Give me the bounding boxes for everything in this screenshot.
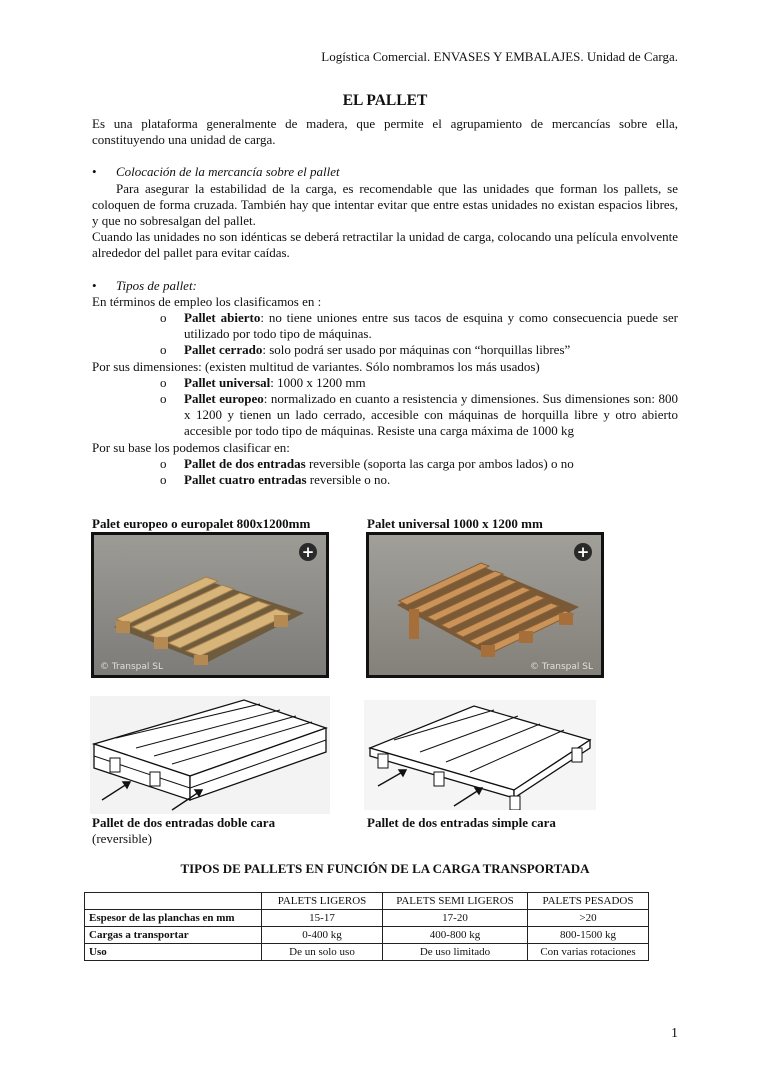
section-heading-tipos bbox=[92, 278, 678, 294]
table-cell: Con varias rotaciones bbox=[528, 944, 649, 961]
list-item bbox=[160, 456, 678, 472]
table-cell: >20 bbox=[528, 910, 649, 927]
table-cell: 15-17 bbox=[262, 910, 383, 927]
list-text: : no tiene uniones entre sus tacos de esquina y como consecuencia puede ser utilizado por todo tipo de máquinas. bbox=[184, 310, 678, 342]
watermark-text: © Transpal SL bbox=[530, 662, 593, 672]
simple-cara-pallet-drawing bbox=[364, 700, 596, 810]
list-marker: o bbox=[160, 455, 167, 471]
list-term: Pallet cerrado bbox=[184, 342, 263, 358]
caption-simple-cara: Pallet de dos entradas simple cara bbox=[367, 815, 556, 830]
list-marker: o bbox=[160, 374, 167, 390]
section-heading-colocacion bbox=[92, 164, 678, 180]
empleo-intro: En términos de empleo los clasificamos en : bbox=[92, 293, 322, 309]
universal-palet-illustration bbox=[369, 535, 601, 675]
row-label: Uso bbox=[85, 944, 262, 961]
watermark-text: © Transpal SL bbox=[100, 662, 163, 672]
list-text: reversible o no. bbox=[306, 472, 391, 488]
table-cell: 0-400 kg bbox=[262, 927, 383, 944]
table-row bbox=[85, 910, 649, 927]
bullet-icon: • bbox=[92, 164, 97, 180]
column-header: PALETS PESADOS bbox=[528, 893, 649, 910]
list-term: Pallet de dos entradas bbox=[184, 455, 306, 471]
caption-doble-cara-2: (reversible) bbox=[92, 831, 152, 846]
list-term: Pallet cuatro entradas bbox=[184, 472, 307, 488]
column-header: PALETS LIGEROS bbox=[262, 893, 383, 910]
list-marker: o bbox=[160, 342, 167, 358]
pallet-types-table bbox=[84, 892, 649, 961]
section-heading-text: Colocación de la mercancía sobre el pallet bbox=[116, 164, 340, 180]
page-number: 1 bbox=[671, 1026, 678, 1041]
table-row bbox=[85, 927, 649, 944]
colocacion-paragraph-2: Cuando las unidades no son idénticas se deberá retractilar la unidad de carga, colocando una película envolvente alrededor del pallet para evitar caídas. bbox=[92, 229, 678, 261]
caption-doble-cara: Pallet de dos entradas doble cara bbox=[92, 815, 276, 830]
row-label: Cargas a transportar bbox=[85, 927, 262, 944]
bullet-icon: • bbox=[92, 277, 97, 293]
page-title: EL PALLET bbox=[342, 92, 428, 109]
list-term: Pallet europeo bbox=[184, 391, 264, 407]
table-row bbox=[85, 944, 649, 961]
zoom-plus-icon[interactable]: + bbox=[574, 543, 592, 561]
europalet-photo[interactable] bbox=[91, 532, 329, 678]
document-body bbox=[92, 116, 678, 488]
section-heading-text: Tipos de pallet: bbox=[116, 277, 197, 293]
list-text: : solo podrá ser usado por máquinas con “horquillas libres” bbox=[262, 342, 571, 358]
list-text: : 1000 x 1200 mm bbox=[270, 374, 366, 390]
caption-europalet: Palet europeo o europalet 800x1200mm bbox=[92, 516, 311, 531]
list-text: : normalizado en cuanto a resistencia y dimensiones. Sus dimensiones son: 800 x 1200 y tienen un lado cerrado, accesible con máquinas de horquilla libre y otro abierto accesible por todo tipo de máquinas. Resiste una carga máxima de 1000 kg bbox=[184, 391, 678, 439]
list-item bbox=[160, 375, 678, 391]
list-item bbox=[160, 472, 678, 488]
list-term: Pallet universal bbox=[184, 374, 271, 390]
intro-paragraph: Es una plataforma generalmente de madera, que permite el agrupamiento de mercancías sobre ella, constituyendo una unidad de carga. bbox=[92, 116, 678, 148]
table-cell: 17-20 bbox=[383, 910, 528, 927]
list-item bbox=[160, 342, 678, 358]
doble-cara-pallet-drawing bbox=[90, 696, 330, 814]
list-item bbox=[160, 391, 678, 440]
column-header: PALETS SEMI LIGEROS bbox=[383, 893, 528, 910]
table-header-row bbox=[85, 893, 649, 910]
dimensiones-intro: Por sus dimensiones: (existen multitud de variantes. Sólo nombramos los más usados) bbox=[92, 358, 540, 374]
table-corner-cell bbox=[85, 893, 262, 910]
table-title: TIPOS DE PALLETS EN FUNCIÓN DE LA CARGA TRANSPORTADA bbox=[180, 861, 590, 876]
row-label: Espesor de las planchas en mm bbox=[85, 910, 262, 927]
colocacion-paragraph-1: Para asegurar la estabilidad de la carga, es recomendable que las unidades que forman los pallets, se coloquen de forma cruzada. También hay que intentar evitar que entre estas unidades no existan espacios libres, y que no sobresalgan del pallet. bbox=[92, 180, 678, 229]
europalet-illustration bbox=[94, 535, 326, 675]
table-cell: De uso limitado bbox=[383, 944, 528, 961]
caption-universal: Palet universal 1000 x 1200 mm bbox=[367, 516, 543, 531]
running-header: Logística Comercial. ENVASES Y EMBALAJES. Unidad de Carga. bbox=[321, 49, 678, 64]
list-text: reversible (soporta las carga por ambos lados) o no bbox=[305, 455, 574, 471]
base-intro: Por su base los podemos clasificar en: bbox=[92, 439, 290, 455]
list-term: Pallet abierto bbox=[184, 310, 261, 326]
table-cell: De un solo uso bbox=[262, 944, 383, 961]
list-marker: o bbox=[160, 472, 167, 488]
zoom-plus-icon[interactable]: + bbox=[299, 543, 317, 561]
list-marker: o bbox=[160, 391, 167, 407]
list-marker: o bbox=[160, 310, 167, 326]
list-item bbox=[160, 310, 678, 342]
universal-palet-photo[interactable] bbox=[366, 532, 604, 678]
table-cell: 400-800 kg bbox=[383, 927, 528, 944]
table-cell: 800-1500 kg bbox=[528, 927, 649, 944]
